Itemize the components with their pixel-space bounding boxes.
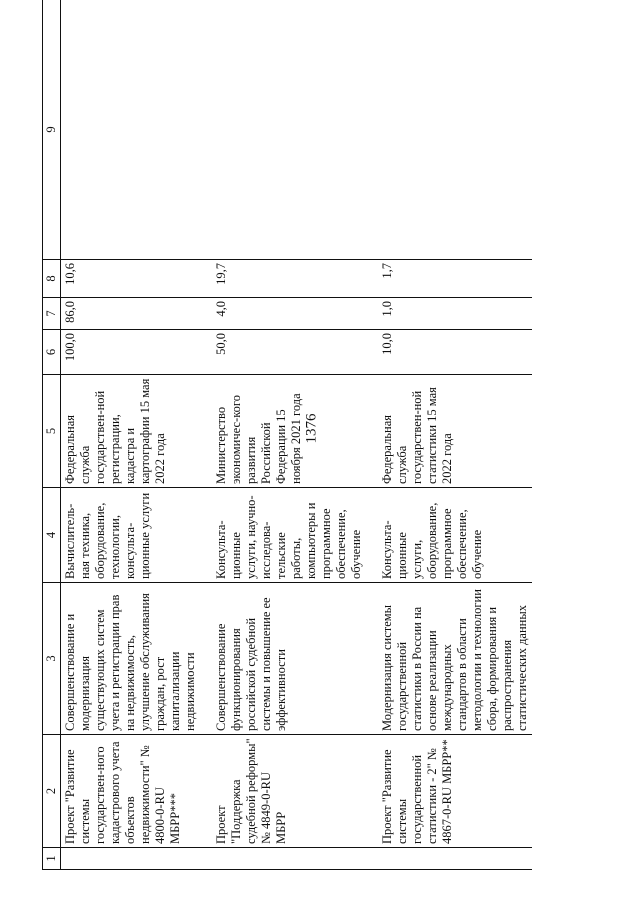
cell-project-name: Проект "Развитие системы государствен-ного кадастрового учета объектов недвижимости" № 4800-0-RU МБРР*** — [61, 735, 201, 848]
col-header-7: 7 — [43, 298, 61, 330]
cell-goal: Совершенствование функционирования российской судебной системы и повышение ее эффективности — [200, 583, 366, 735]
table-row — [200, 0, 366, 870]
col-header-4: 4 — [43, 488, 61, 583]
cell-items: Консульта-ционные услуги, научно-исследова-тельские работы, компьютеры и программное обеспечение, обучение — [200, 488, 366, 583]
col-header-3: 3 — [43, 583, 61, 735]
cell-col9 — [200, 0, 366, 260]
rotated-table-container — [42, 0, 602, 870]
col-header-8: 8 — [43, 260, 61, 298]
cell-project-name: Проект "Поддержка судебной реформы" № 4849-0-RU МБРР — [200, 735, 366, 848]
table-row — [61, 0, 201, 870]
cell-col9 — [366, 0, 532, 260]
cell-project-name: Проект "Развитие системы государственной статистики - 2" № 4867-0-RU МБРР** — [366, 735, 532, 848]
cell-executor-deadline: Федеральная служба государствен-ной регистрации, кадастра и картографии 15 мая 2022 года — [61, 375, 201, 488]
col-header-9: 9 — [43, 0, 61, 260]
cell-col9 — [61, 0, 201, 260]
cell-items: Вычислитель-ная техника, оборудование, технологии, консульта-ционные услуги — [61, 488, 201, 583]
cell-col1 — [61, 848, 201, 870]
col-header-1: 1 — [43, 848, 61, 870]
cell-value-7: 4,0 — [200, 298, 366, 330]
budget-table — [42, 0, 532, 870]
cell-col1 — [366, 848, 532, 870]
cell-value-6: 50,0 — [200, 330, 366, 375]
col-header-5: 5 — [43, 375, 61, 488]
cell-executor-deadline: Федеральная служба государствен-ной статистики 15 мая 2022 года — [366, 375, 532, 488]
cell-value-7: 86,0 — [61, 298, 201, 330]
page-number: 1376 — [303, 413, 320, 444]
cell-value-8: 19,7 — [200, 260, 366, 298]
column-number-header — [43, 0, 61, 870]
col-header-2: 2 — [43, 735, 61, 848]
cell-value-6: 100,0 — [61, 330, 201, 375]
cell-goal: Модернизация системы государственной статистики в России на основе реализации международных стандартов в области методологии и технологии сбора, формирования и распространения статистических данных — [366, 583, 532, 735]
cell-col1 — [200, 848, 366, 870]
cell-value-7: 1,0 — [366, 298, 532, 330]
cell-executor-deadline: Министерство экономичес-кого развития Российской Федерации 15 ноября 2021 года — [200, 375, 366, 488]
col-header-6: 6 — [43, 330, 61, 375]
cell-value-8: 1,7 — [366, 260, 532, 298]
cell-value-6: 10,0 — [366, 330, 532, 375]
cell-value-8: 10,6 — [61, 260, 201, 298]
cell-goal: Совершенствование и модернизация существующих систем учета и регистрации прав на недвижимость, улучшение обслуживания граждан, рост капитализации недвижимости — [61, 583, 201, 735]
cell-items: Консульта-ционные услуги, оборудование, программное обеспечение, обучение — [366, 488, 532, 583]
table-row — [366, 0, 532, 870]
